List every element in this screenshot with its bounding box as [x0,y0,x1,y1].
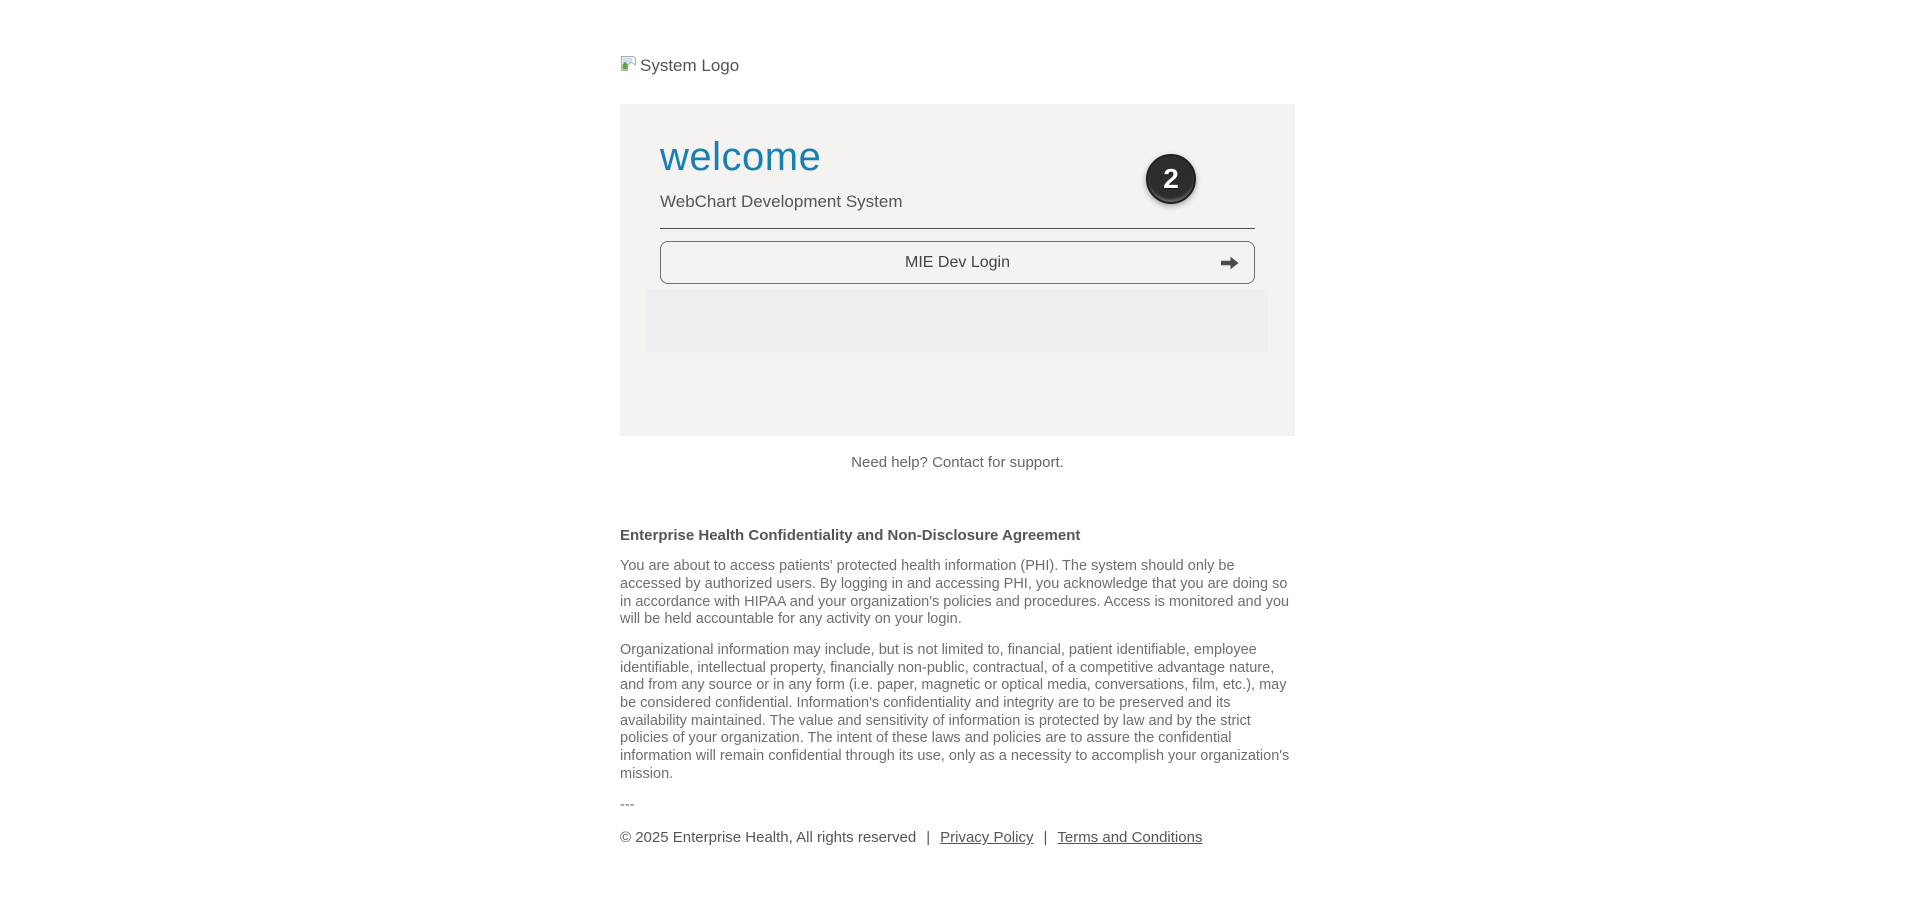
confidentiality-agreement [620,527,1295,814]
system-name: WebChart Development System [660,192,903,211]
footer-separator: | [926,829,931,847]
system-logo [620,55,1295,77]
agreement-paragraph: You are about to access patients' protected health information (PHI). The system should only be accessed by authorized users. By logging in and accessing PHI, you acknowledge that you are doing so in accordance with HIPAA and your organization's policies and procedures. Access is monitored and you will be held accountable for any activity on your login. [620,558,1290,628]
privacy-policy-link[interactable]: Privacy Policy [940,829,1034,847]
agreement-paragraph: Organizational information may include, but is not limited to, financial, patient identifiable, employee identifiable, intellectual property, financially non-public, contractual, of a competitive advantage nature, and from any source or in any form (i.e. paper, magnetic or optical media, conversations, film, etc.), may be considered confidential. Information's confidentiality and integrity are to be preserved and its availability maintained. The value and sensitivity of information is protected by law and by the strict policies of your organization. The intent of these laws and policies are to assure the confidential information will remain confidential through its use, only as a necessity to accomplish your organization's mission. [620,642,1290,782]
page-content [620,55,1295,846]
mie-dev-login-button[interactable] [660,241,1255,284]
agreement-separator: --- [620,796,635,813]
divider [660,228,1255,229]
copyright-text: © 2025 Enterprise Health, All rights reserved [620,829,917,847]
step-badge: 2 [1146,154,1196,204]
login-button-label: MIE Dev Login [905,253,1010,271]
logo-alt-text: System Logo [640,56,740,75]
terms-and-conditions-link[interactable]: Terms and Conditions [1057,829,1203,847]
welcome-card [620,104,1295,436]
help-text: Need help? Contact for support. [851,454,1064,471]
broken-image-icon [620,55,637,77]
arrow-right-icon [1220,255,1240,270]
footer-separator: | [1043,829,1048,847]
card-empty-strip [647,289,1268,352]
welcome-title: welcome [660,135,822,179]
agreement-heading: Enterprise Health Confidentiality and Non-Disclosure Agreement [620,527,1081,544]
footer [620,829,1295,846]
